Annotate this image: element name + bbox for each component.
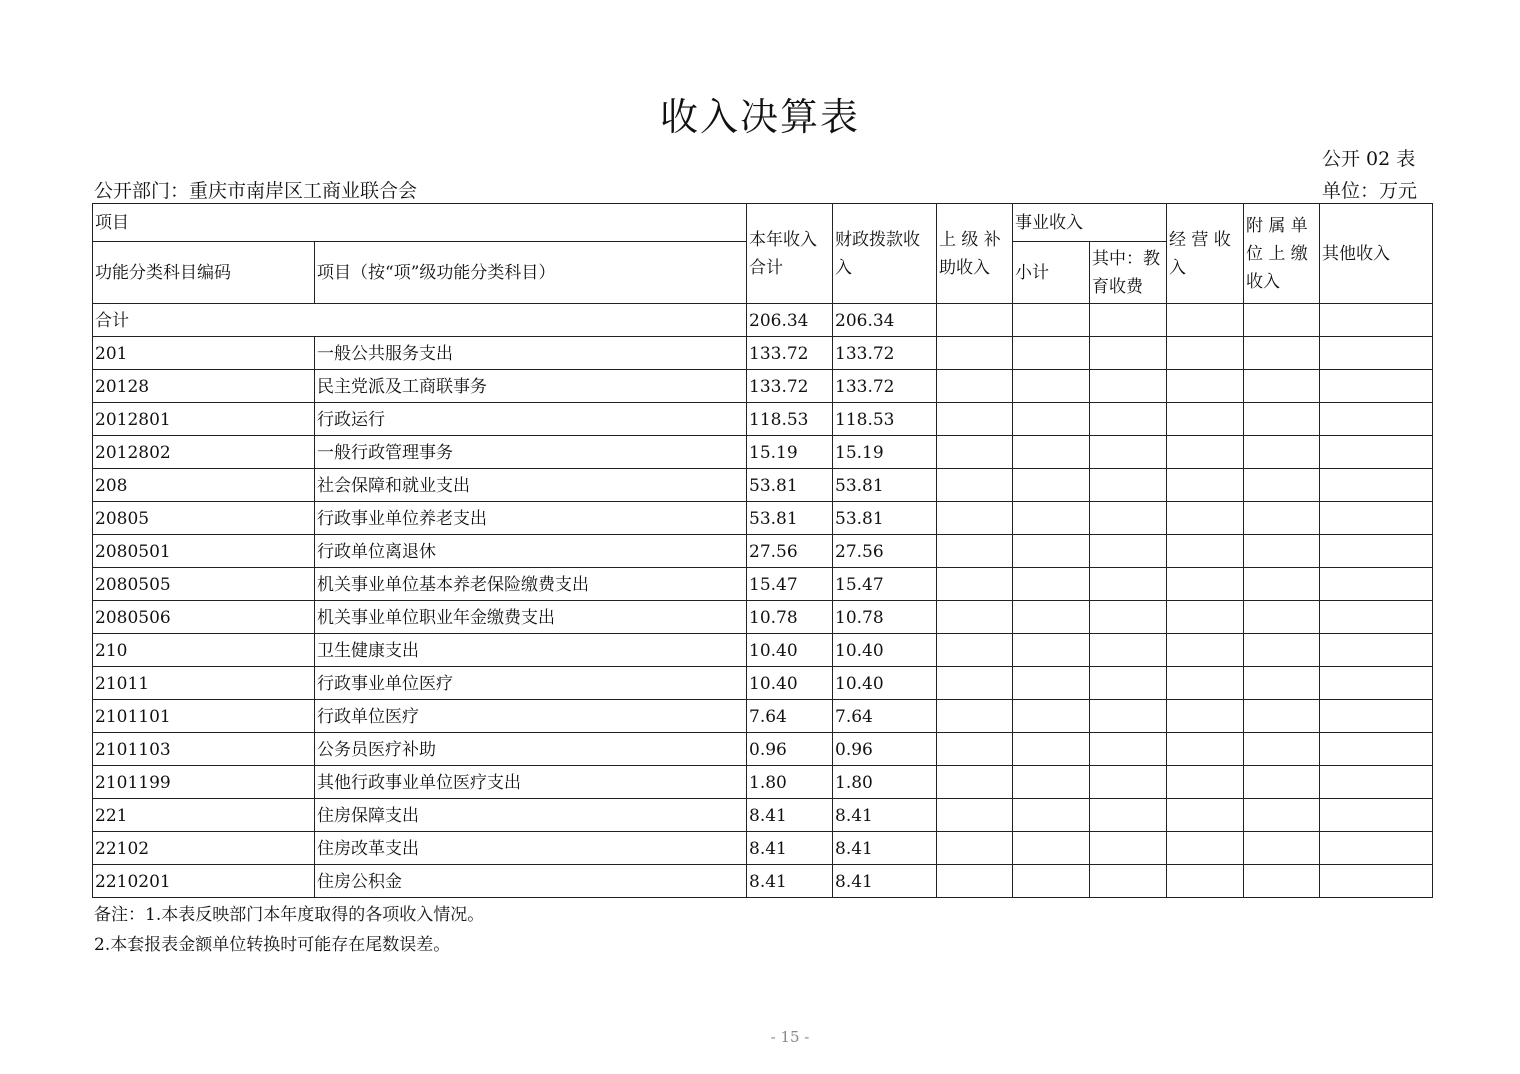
empty-cell bbox=[1090, 568, 1167, 601]
row-code: 201 bbox=[93, 337, 315, 370]
empty-cell bbox=[1013, 865, 1090, 898]
empty-cell bbox=[1090, 832, 1167, 865]
empty-cell bbox=[1013, 832, 1090, 865]
row-code: 2101103 bbox=[93, 733, 315, 766]
empty-cell bbox=[1167, 799, 1244, 832]
row-total: 10.40 bbox=[747, 634, 833, 667]
empty-cell bbox=[937, 766, 1013, 799]
empty-cell bbox=[937, 337, 1013, 370]
empty-cell bbox=[1167, 634, 1244, 667]
empty-cell bbox=[1244, 535, 1320, 568]
empty-cell bbox=[1013, 370, 1090, 403]
row-code: 2080505 bbox=[93, 568, 315, 601]
row-total: 15.19 bbox=[747, 436, 833, 469]
empty-cell bbox=[1167, 337, 1244, 370]
empty-cell bbox=[1090, 799, 1167, 832]
table-row bbox=[93, 733, 1433, 766]
row-code: 20805 bbox=[93, 502, 315, 535]
header-other: 其他收入 bbox=[1320, 204, 1433, 304]
empty-cell bbox=[1320, 337, 1433, 370]
row-fiscal: 15.19 bbox=[833, 436, 937, 469]
empty-cell bbox=[1013, 469, 1090, 502]
total-fiscal: 206.34 bbox=[833, 304, 937, 337]
empty-cell bbox=[1244, 601, 1320, 634]
empty-cell bbox=[1167, 568, 1244, 601]
department-label: 公开部门：重庆市南岸区工商业联合会 bbox=[94, 180, 418, 202]
row-total: 8.41 bbox=[747, 832, 833, 865]
empty-cell bbox=[937, 535, 1013, 568]
table-row bbox=[93, 634, 1433, 667]
empty-cell bbox=[1244, 865, 1320, 898]
empty-cell bbox=[1090, 634, 1167, 667]
empty-cell bbox=[1013, 403, 1090, 436]
empty-cell bbox=[937, 832, 1013, 865]
empty-cell bbox=[1320, 469, 1433, 502]
empty-cell bbox=[1244, 766, 1320, 799]
header-item: 项目 bbox=[93, 204, 747, 242]
unit-label: 单位：万元 bbox=[1322, 180, 1418, 202]
row-name: 行政单位离退休 bbox=[315, 535, 747, 568]
total-label: 合计 bbox=[93, 304, 747, 337]
empty-cell bbox=[1013, 535, 1090, 568]
note-1: 备注：1.本表反映部门本年度取得的各项收入情况。 bbox=[94, 905, 485, 925]
table-row bbox=[93, 799, 1433, 832]
header-total: 本年收入合计 bbox=[747, 204, 833, 304]
empty-cell bbox=[1167, 403, 1244, 436]
row-fiscal: 7.64 bbox=[833, 700, 937, 733]
row-name: 住房改革支出 bbox=[315, 832, 747, 865]
row-name: 公务员医疗补助 bbox=[315, 733, 747, 766]
row-name: 行政运行 bbox=[315, 403, 747, 436]
row-name: 卫生健康支出 bbox=[315, 634, 747, 667]
empty-cell bbox=[1167, 304, 1244, 337]
empty-cell bbox=[1090, 700, 1167, 733]
empty-cell bbox=[1013, 436, 1090, 469]
empty-cell bbox=[1320, 568, 1433, 601]
empty-cell bbox=[1320, 832, 1433, 865]
row-code: 2012801 bbox=[93, 403, 315, 436]
table-row bbox=[93, 403, 1433, 436]
table-row bbox=[93, 865, 1433, 898]
table-row bbox=[93, 436, 1433, 469]
empty-cell bbox=[1320, 304, 1433, 337]
row-code: 2080501 bbox=[93, 535, 315, 568]
row-total: 8.41 bbox=[747, 865, 833, 898]
empty-cell bbox=[1244, 700, 1320, 733]
empty-cell bbox=[1090, 436, 1167, 469]
page-number: - 15 - bbox=[770, 1028, 810, 1046]
empty-cell bbox=[1013, 799, 1090, 832]
row-total: 8.41 bbox=[747, 799, 833, 832]
table-row bbox=[93, 535, 1433, 568]
empty-cell bbox=[1320, 502, 1433, 535]
empty-cell bbox=[937, 700, 1013, 733]
empty-cell bbox=[1167, 469, 1244, 502]
row-fiscal: 0.96 bbox=[833, 733, 937, 766]
row-code: 22102 bbox=[93, 832, 315, 865]
row-fiscal: 8.41 bbox=[833, 799, 937, 832]
row-total: 133.72 bbox=[747, 370, 833, 403]
empty-cell bbox=[1167, 370, 1244, 403]
empty-cell bbox=[1244, 370, 1320, 403]
header-operating: 经 营 收 入 bbox=[1167, 204, 1244, 304]
row-fiscal: 118.53 bbox=[833, 403, 937, 436]
empty-cell bbox=[1320, 535, 1433, 568]
row-total: 53.81 bbox=[747, 502, 833, 535]
row-name: 其他行政事业单位医疗支出 bbox=[315, 766, 747, 799]
income-table bbox=[92, 203, 1433, 898]
empty-cell bbox=[1013, 502, 1090, 535]
note-2: 2.本套报表金额单位转换时可能存在尾数误差。 bbox=[94, 935, 451, 955]
empty-cell bbox=[1320, 667, 1433, 700]
row-name: 机关事业单位基本养老保险缴费支出 bbox=[315, 568, 747, 601]
row-name: 行政事业单位医疗 bbox=[315, 667, 747, 700]
row-fiscal: 10.78 bbox=[833, 601, 937, 634]
table-row bbox=[93, 667, 1433, 700]
empty-cell bbox=[1090, 304, 1167, 337]
table-row bbox=[93, 832, 1433, 865]
empty-cell bbox=[1320, 799, 1433, 832]
row-name: 行政单位医疗 bbox=[315, 700, 747, 733]
header-education: 其中：教育收费 bbox=[1090, 242, 1167, 304]
empty-cell bbox=[1167, 601, 1244, 634]
row-code: 21011 bbox=[93, 667, 315, 700]
empty-cell bbox=[1090, 370, 1167, 403]
empty-cell bbox=[1090, 502, 1167, 535]
empty-cell bbox=[1090, 469, 1167, 502]
empty-cell bbox=[937, 601, 1013, 634]
row-total: 53.81 bbox=[747, 469, 833, 502]
row-fiscal: 53.81 bbox=[833, 502, 937, 535]
empty-cell bbox=[1090, 403, 1167, 436]
empty-cell bbox=[1167, 832, 1244, 865]
empty-cell bbox=[1013, 337, 1090, 370]
row-name: 民主党派及工商联事务 bbox=[315, 370, 747, 403]
header-name: 项目（按“项”级功能分类科目） bbox=[315, 242, 747, 304]
table-row bbox=[93, 568, 1433, 601]
row-fiscal: 133.72 bbox=[833, 337, 937, 370]
empty-cell bbox=[937, 568, 1013, 601]
header-code: 功能分类科目编码 bbox=[93, 242, 315, 304]
empty-cell bbox=[1320, 403, 1433, 436]
empty-cell bbox=[1320, 601, 1433, 634]
empty-cell bbox=[1013, 733, 1090, 766]
row-code: 2012802 bbox=[93, 436, 315, 469]
empty-cell bbox=[1320, 700, 1433, 733]
empty-cell bbox=[1244, 436, 1320, 469]
empty-cell bbox=[937, 667, 1013, 700]
row-total: 10.78 bbox=[747, 601, 833, 634]
empty-cell bbox=[937, 634, 1013, 667]
empty-cell bbox=[1013, 700, 1090, 733]
empty-cell bbox=[1244, 337, 1320, 370]
empty-cell bbox=[1244, 502, 1320, 535]
empty-cell bbox=[1167, 700, 1244, 733]
row-name: 社会保障和就业支出 bbox=[315, 469, 747, 502]
row-name: 行政事业单位养老支出 bbox=[315, 502, 747, 535]
row-fiscal: 133.72 bbox=[833, 370, 937, 403]
empty-cell bbox=[1244, 469, 1320, 502]
row-code: 221 bbox=[93, 799, 315, 832]
empty-cell bbox=[937, 799, 1013, 832]
empty-cell bbox=[1167, 436, 1244, 469]
empty-cell bbox=[1013, 766, 1090, 799]
row-name: 机关事业单位职业年金缴费支出 bbox=[315, 601, 747, 634]
header-business: 事业收入 bbox=[1013, 204, 1167, 242]
page-title: 收入决算表 bbox=[659, 95, 860, 139]
row-fiscal: 10.40 bbox=[833, 634, 937, 667]
empty-cell bbox=[1090, 865, 1167, 898]
empty-cell bbox=[937, 304, 1013, 337]
table-row bbox=[93, 700, 1433, 733]
row-name: 一般行政管理事务 bbox=[315, 436, 747, 469]
table-row bbox=[93, 502, 1433, 535]
empty-cell bbox=[1013, 601, 1090, 634]
empty-cell bbox=[937, 469, 1013, 502]
row-code: 2101101 bbox=[93, 700, 315, 733]
row-total: 1.80 bbox=[747, 766, 833, 799]
empty-cell bbox=[1167, 502, 1244, 535]
row-fiscal: 1.80 bbox=[833, 766, 937, 799]
empty-cell bbox=[937, 436, 1013, 469]
total-row bbox=[93, 304, 1433, 337]
empty-cell bbox=[1320, 634, 1433, 667]
empty-cell bbox=[1013, 634, 1090, 667]
row-name: 住房保障支出 bbox=[315, 799, 747, 832]
empty-cell bbox=[937, 865, 1013, 898]
row-total: 15.47 bbox=[747, 568, 833, 601]
row-code: 2101199 bbox=[93, 766, 315, 799]
table-row bbox=[93, 766, 1433, 799]
total-income: 206.34 bbox=[747, 304, 833, 337]
empty-cell bbox=[937, 370, 1013, 403]
row-total: 7.64 bbox=[747, 700, 833, 733]
row-fiscal: 53.81 bbox=[833, 469, 937, 502]
header-subtotal: 小计 bbox=[1013, 242, 1090, 304]
header-affiliated: 附 属 单 位 上 缴 收入 bbox=[1244, 204, 1320, 304]
empty-cell bbox=[1244, 403, 1320, 436]
header-superior: 上 级 补 助收入 bbox=[937, 204, 1013, 304]
empty-cell bbox=[1090, 601, 1167, 634]
empty-cell bbox=[1320, 733, 1433, 766]
row-name: 住房公积金 bbox=[315, 865, 747, 898]
empty-cell bbox=[1244, 799, 1320, 832]
empty-cell bbox=[1090, 667, 1167, 700]
empty-cell bbox=[1013, 568, 1090, 601]
empty-cell bbox=[1320, 766, 1433, 799]
table-row bbox=[93, 469, 1433, 502]
row-fiscal: 15.47 bbox=[833, 568, 937, 601]
empty-cell bbox=[1167, 733, 1244, 766]
table-row bbox=[93, 370, 1433, 403]
row-total: 118.53 bbox=[747, 403, 833, 436]
row-total: 0.96 bbox=[747, 733, 833, 766]
empty-cell bbox=[1013, 304, 1090, 337]
empty-cell bbox=[1167, 535, 1244, 568]
row-code: 2210201 bbox=[93, 865, 315, 898]
table-row bbox=[93, 337, 1433, 370]
row-name: 一般公共服务支出 bbox=[315, 337, 747, 370]
empty-cell bbox=[937, 403, 1013, 436]
row-fiscal: 8.41 bbox=[833, 865, 937, 898]
row-code: 20128 bbox=[93, 370, 315, 403]
empty-cell bbox=[1244, 304, 1320, 337]
empty-cell bbox=[1167, 865, 1244, 898]
row-fiscal: 10.40 bbox=[833, 667, 937, 700]
empty-cell bbox=[1013, 667, 1090, 700]
empty-cell bbox=[1244, 568, 1320, 601]
row-total: 10.40 bbox=[747, 667, 833, 700]
table-number: 公开 02 表 bbox=[1322, 148, 1416, 170]
row-total: 27.56 bbox=[747, 535, 833, 568]
empty-cell bbox=[937, 502, 1013, 535]
header-fiscal: 财政拨款收入 bbox=[833, 204, 937, 304]
empty-cell bbox=[1244, 667, 1320, 700]
empty-cell bbox=[1320, 370, 1433, 403]
empty-cell bbox=[1244, 733, 1320, 766]
row-fiscal: 27.56 bbox=[833, 535, 937, 568]
empty-cell bbox=[1167, 766, 1244, 799]
empty-cell bbox=[1320, 436, 1433, 469]
row-total: 133.72 bbox=[747, 337, 833, 370]
empty-cell bbox=[1320, 865, 1433, 898]
empty-cell bbox=[1244, 832, 1320, 865]
row-fiscal: 8.41 bbox=[833, 832, 937, 865]
empty-cell bbox=[1090, 535, 1167, 568]
row-code: 210 bbox=[93, 634, 315, 667]
empty-cell bbox=[1244, 634, 1320, 667]
empty-cell bbox=[1167, 667, 1244, 700]
empty-cell bbox=[1090, 766, 1167, 799]
row-code: 208 bbox=[93, 469, 315, 502]
empty-cell bbox=[1090, 337, 1167, 370]
empty-cell bbox=[937, 733, 1013, 766]
row-code: 2080506 bbox=[93, 601, 315, 634]
table-row bbox=[93, 601, 1433, 634]
empty-cell bbox=[1090, 733, 1167, 766]
